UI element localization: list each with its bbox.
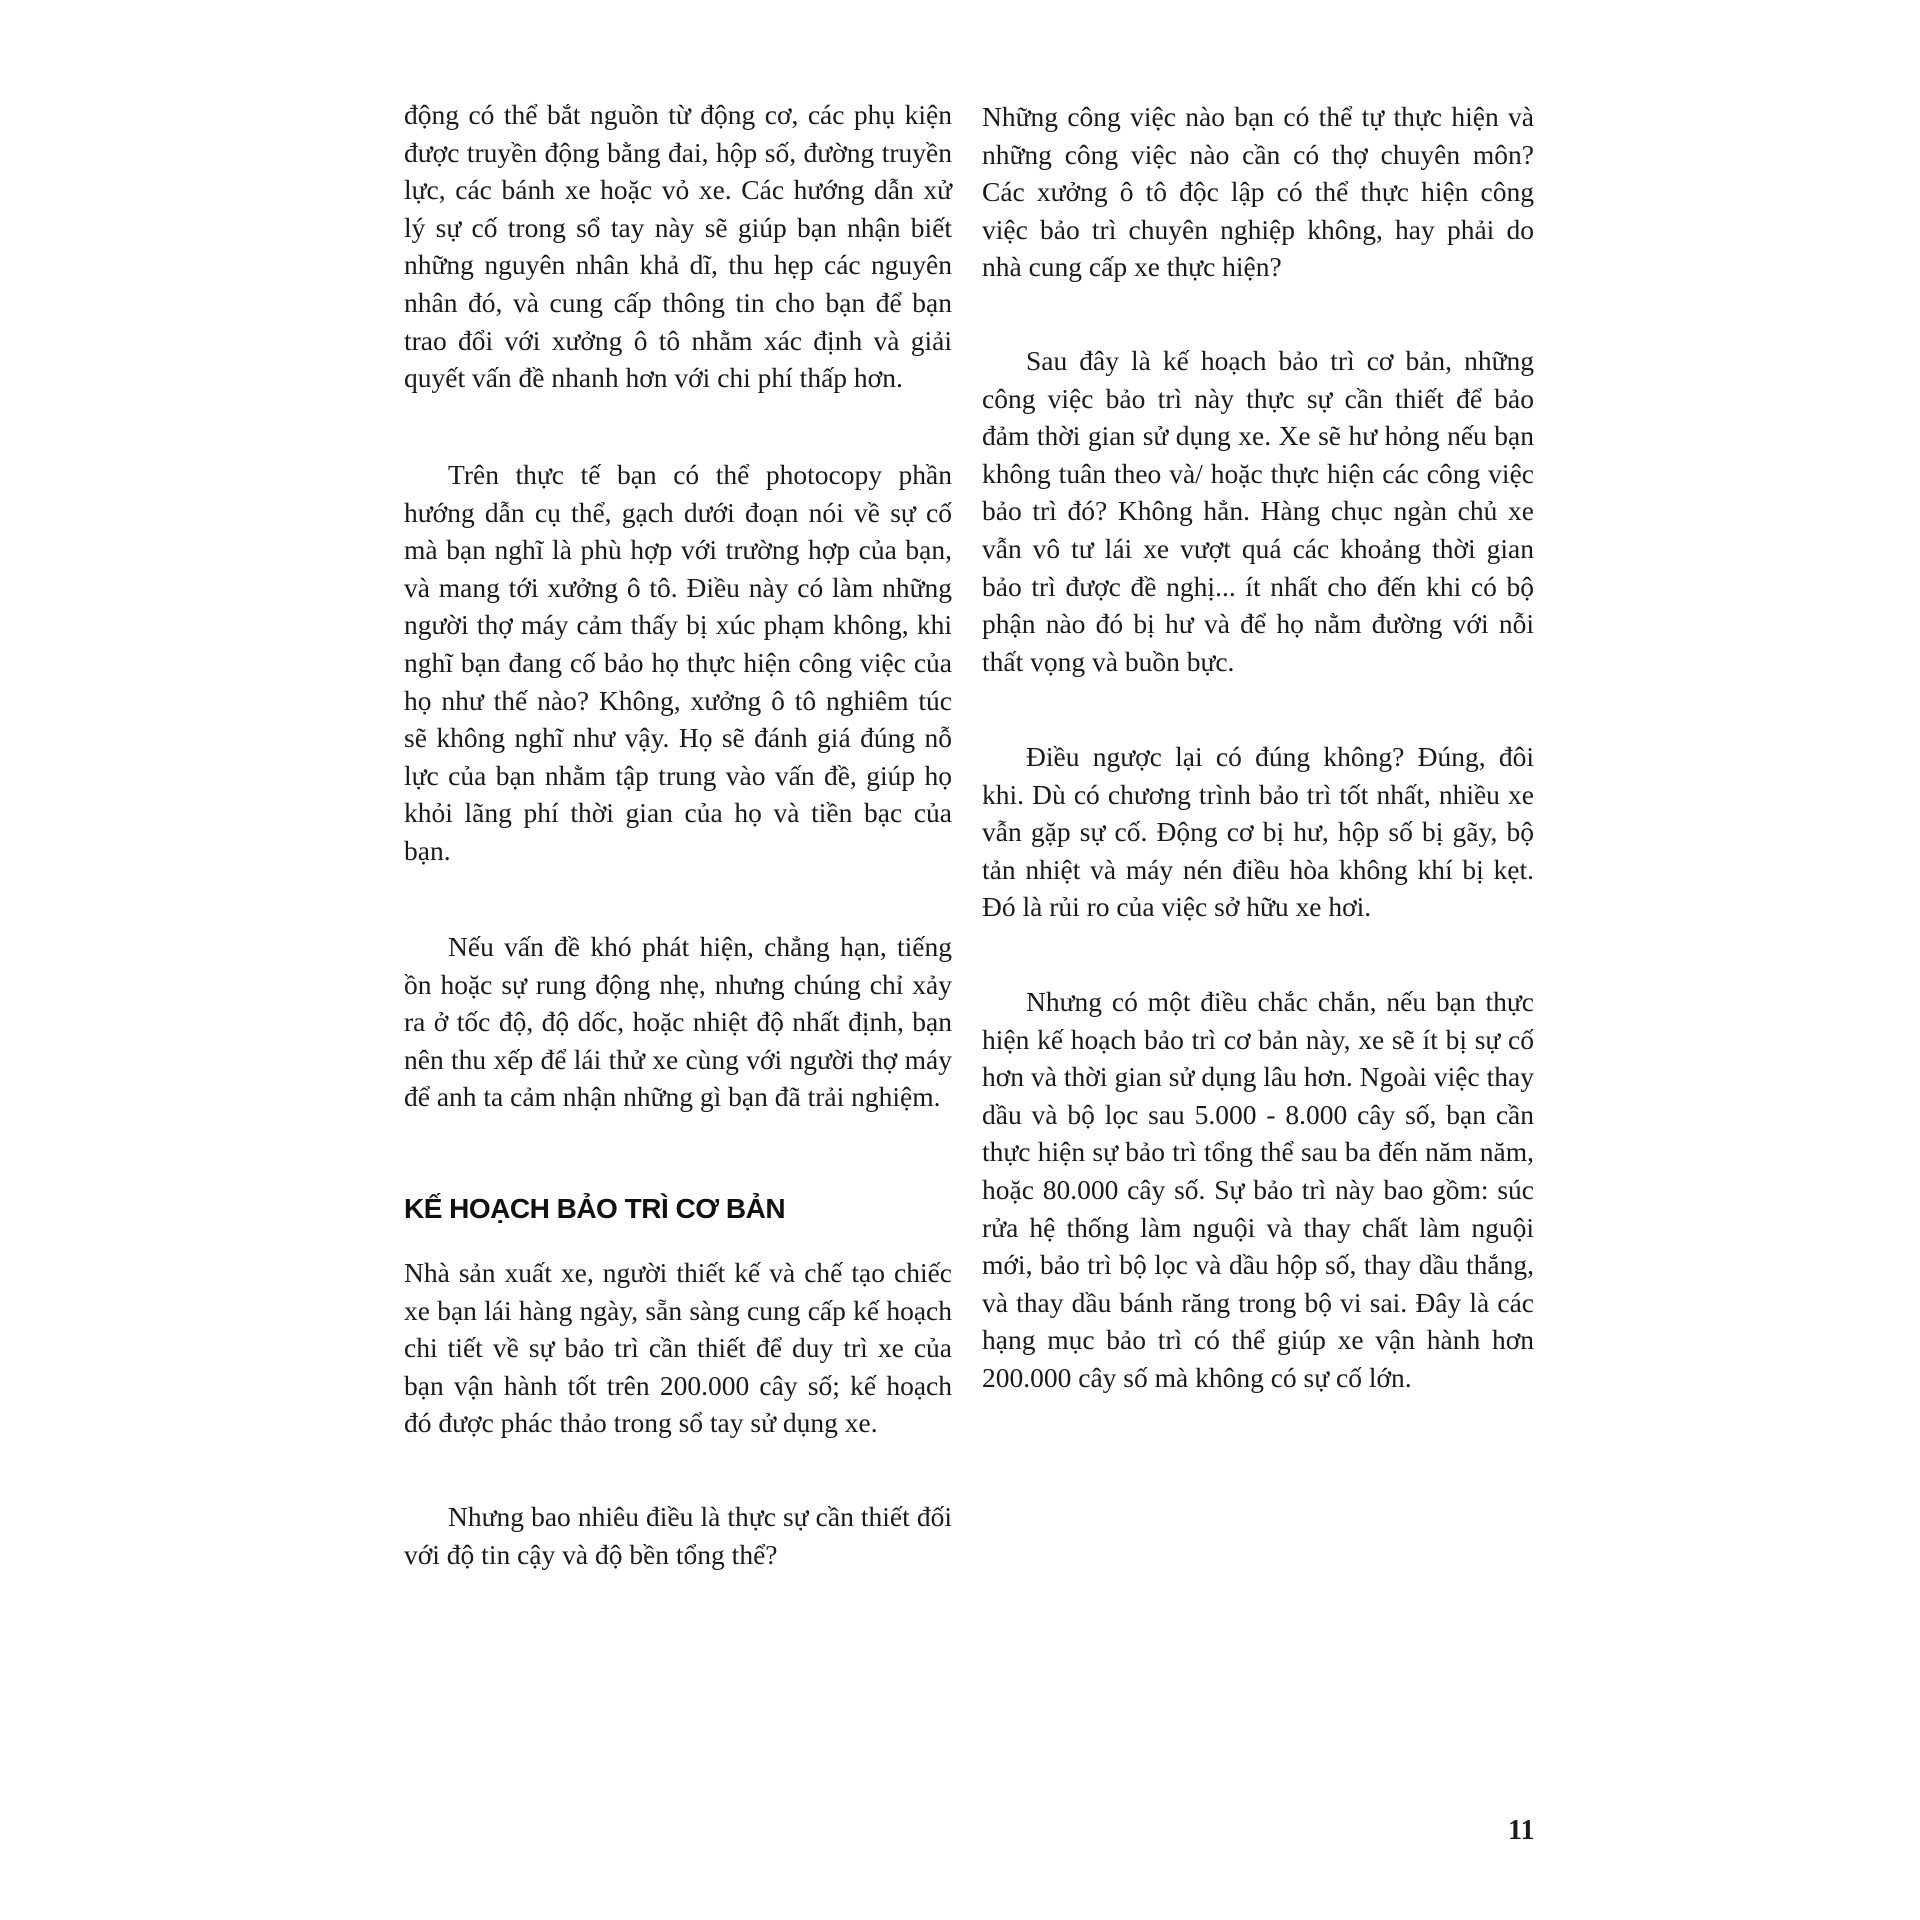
paragraph: Sau đây là kế hoạch bảo trì cơ bản, những công việc bảo trì này thực sự cần thiết để bảo đảm thời gian sử dụng xe. Xe sẽ hư hỏng nếu bạn không tuân theo và/ hoặc thực hiện các công việc bảo trì đó? Không hẳn. Hàng chục ngàn chủ xe vẫn vô tư lái xe vượt quá các khoảng thời gian bảo trì được đề nghị... ít nhất cho đến khi có bộ phận nào đó bị hư và để họ nằm đường với nỗi thất vọng và buồn bực. bbox=[982, 345, 1534, 677]
paragraph: Trên thực tế bạn có thể photocopy phần hướng dẫn cụ thể, gạch dưới đoạn nói về sự cố mà bạn nghĩ là phù hợp với trường hợp của bạn, và mang tới xưởng ô tô. Điều này có làm những người thợ máy cảm thấy bị xúc phạm không, khi nghĩ bạn đang cố bảo họ thực hiện công việc của họ như thế nào? Không, xưởng ô tô nghiêm túc sẽ không nghĩ như vậy. Họ sẽ đánh giá đúng nỗ lực của bạn nhằm tập trung vào vấn đề, giúp họ khỏi lãng phí thời gian của họ và tiền bạc của bạn. bbox=[404, 459, 952, 866]
paragraph: Nhưng bao nhiêu điều là thực sự cần thiết đối với độ tin cậy và độ bền tổng thể? bbox=[404, 1501, 952, 1570]
section-heading: KẾ HOẠCH BẢO TRÌ CƠ BẢN bbox=[404, 1193, 786, 1224]
paragraph: động có thể bắt nguồn từ động cơ, các phụ kiện được truyền động bằng đai, hộp số, đường truyền lực, các bánh xe hoặc vỏ xe. Các hướng dẫn xử lý sự cố trong sổ tay này sẽ giúp bạn nhận biết những nguyên nhân khả dĩ, thu hẹp các nguyên nhân đó, và cung cấp thông tin cho bạn để bạn trao đổi với xưởng ô tô nhằm xác định và giải quyết vấn đề nhanh hơn với chi phí thấp hơn. bbox=[404, 99, 952, 394]
paragraph: Nhà sản xuất xe, người thiết kế và chế tạo chiếc xe bạn lái hàng ngày, sẵn sàng cung cấp kế hoạch chi tiết về sự bảo trì cần thiết để duy trì xe của bạn vận hành tốt trên 200.000 cây số; kế hoạch đó được phác thảo trong sổ tay sử dụng xe. bbox=[404, 1257, 952, 1439]
paragraph: Điều ngược lại có đúng không? Đúng, đôi khi. Dù có chương trình bảo trì tốt nhất, nhiều xe vẫn gặp sự cố. Động cơ bị hư, hộp số bị gãy, bộ tản nhiệt và máy nén điều hòa không khí bị kẹt. Đó là rủi ro của việc sở hữu xe hơi. bbox=[982, 741, 1534, 923]
page-number: 11 bbox=[1508, 1815, 1535, 1846]
paragraph: Những công việc nào bạn có thể tự thực hiện và những công việc nào cần có thợ chuyên môn? Các xưởng ô tô độc lập có thể thực hiện công việc bảo trì chuyên nghiệp không, hay phải do nhà cung cấp xe thực hiện? bbox=[982, 101, 1534, 283]
paragraph: Nếu vấn đề khó phát hiện, chẳng hạn, tiếng ồn hoặc sự rung động nhẹ, nhưng chúng chỉ xảy ra ở tốc độ, độ dốc, hoặc nhiệt độ nhất định, bạn nên thu xếp để lái thử xe cùng với người thợ máy để anh ta cảm nhận những gì bạn đã trải nghiệm. bbox=[404, 931, 952, 1113]
paragraph: Nhưng có một điều chắc chắn, nếu bạn thực hiện kế hoạch bảo trì cơ bản này, xe sẽ ít bị sự cố hơn và thời gian sử dụng lâu hơn. Ngoài việc thay dầu và bộ lọc sau 5.000 - 8.000 cây số, bạn cần thực hiện sự bảo trì tổng thể sau ba đến năm năm, hoặc 80.000 cây số. Sự bảo trì này bao gồm: súc rửa hệ thống làm nguội và thay chất làm nguội mới, bảo trì bộ lọc và dầu hộp số, thay dầu thắng, và thay dầu bánh răng trong bộ vi sai. Đây là các hạng mục bảo trì có thể giúp xe vận hành hơn 200.000 cây số mà không có sự cố lớn. bbox=[982, 986, 1534, 1393]
